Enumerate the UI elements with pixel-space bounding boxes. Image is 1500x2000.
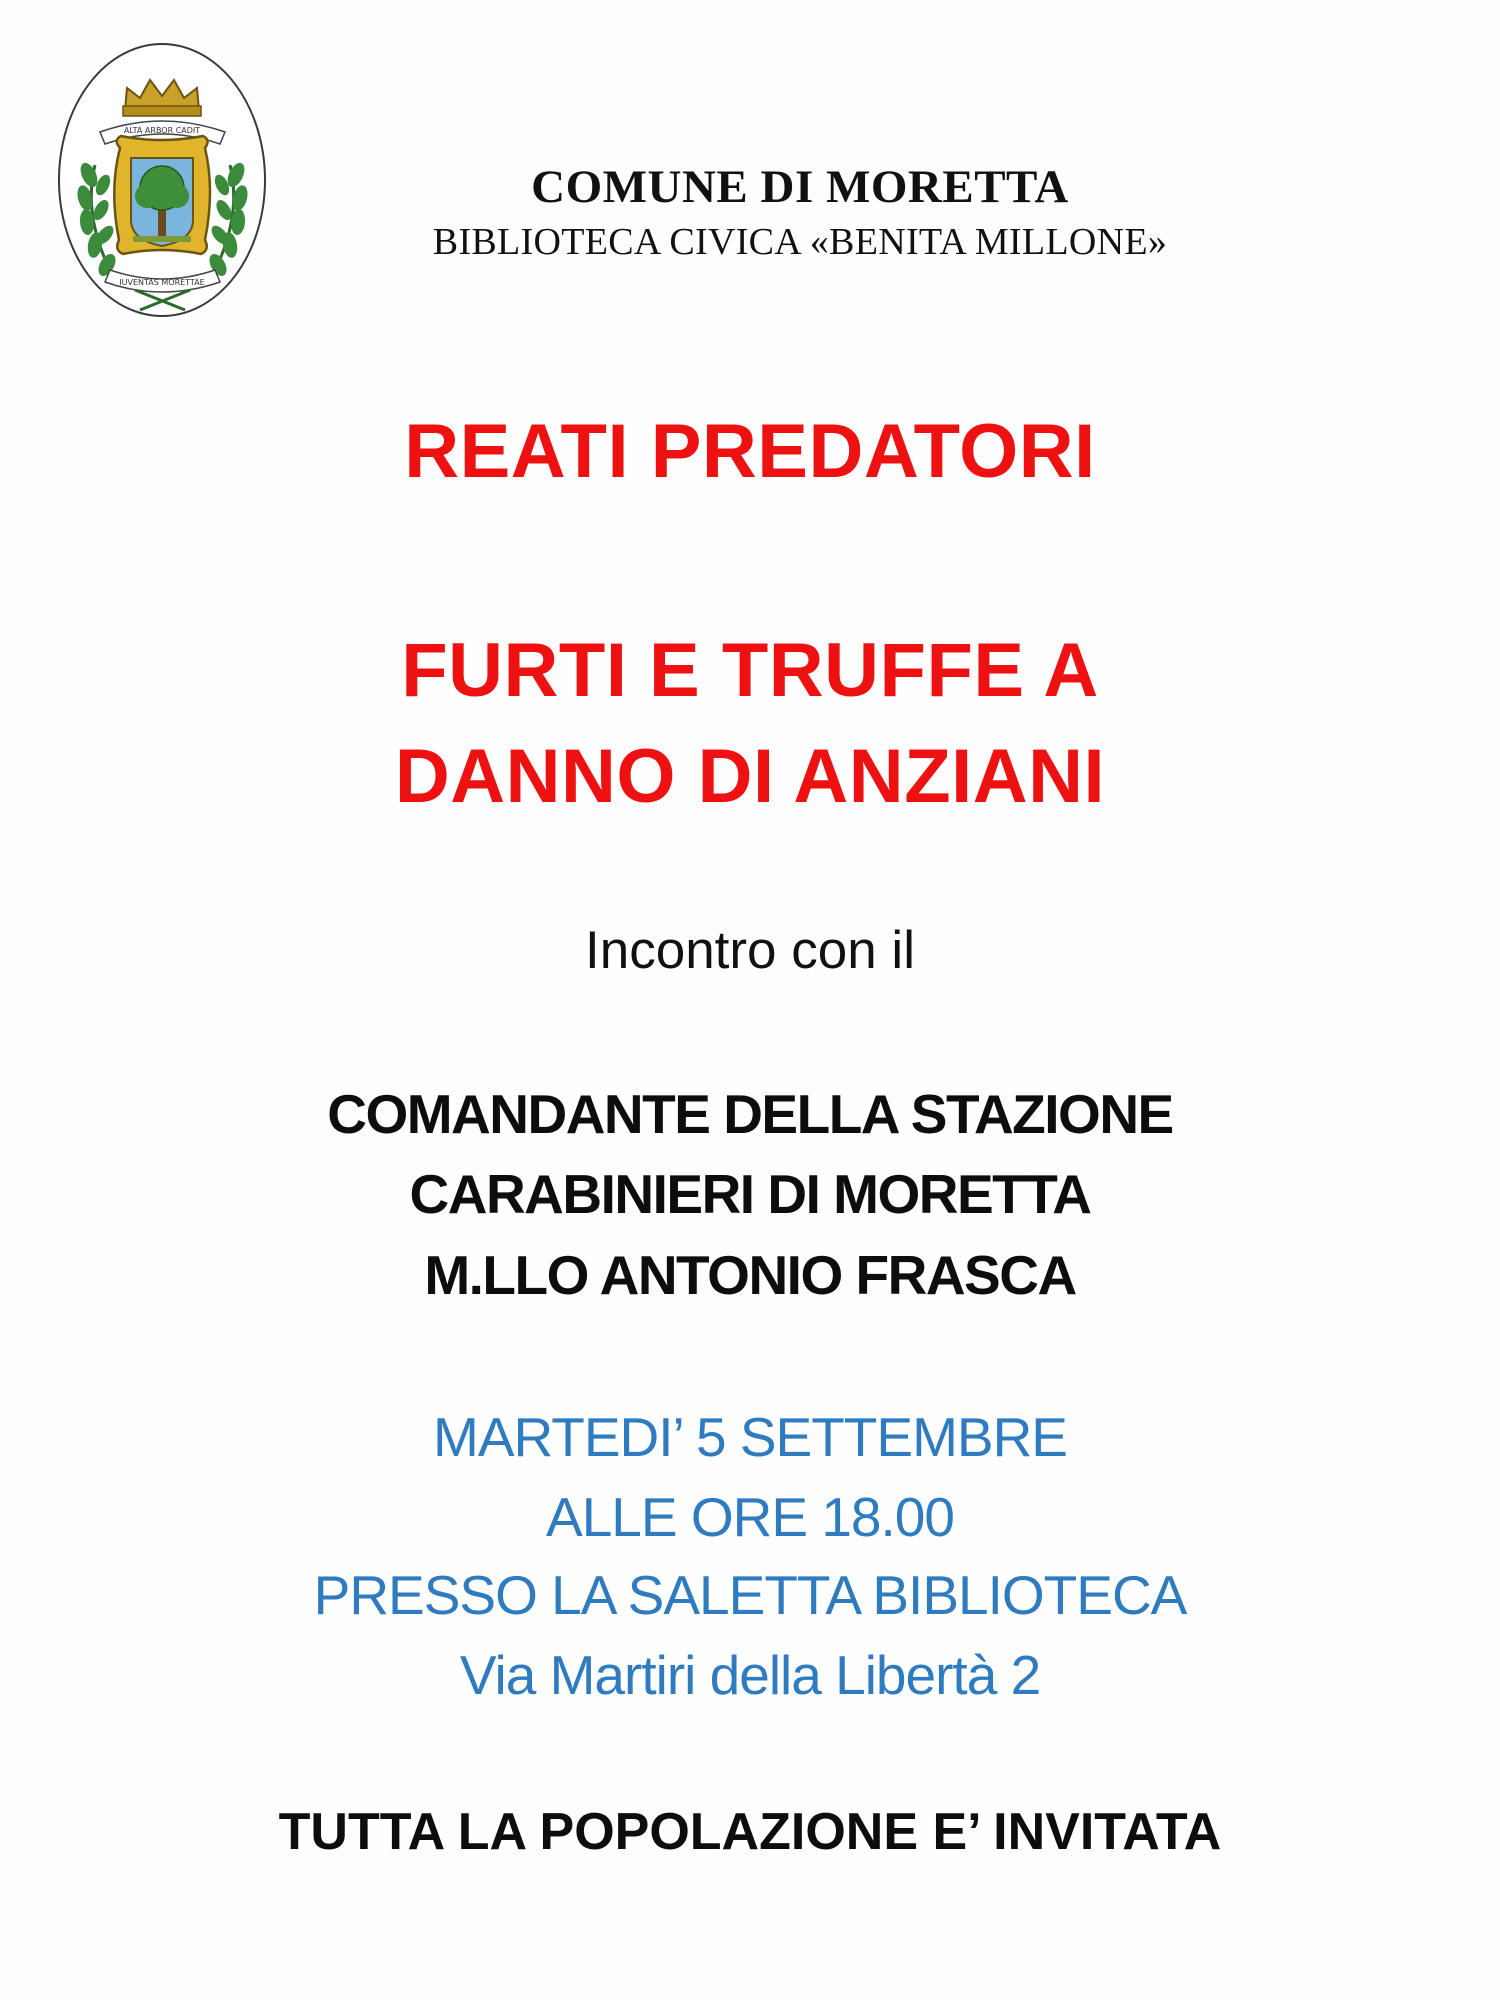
headline-danno-anziani: DANNO DI ANZIANI	[394, 734, 1106, 819]
event-time: ALLE ORE 18.00	[546, 1486, 954, 1548]
headline-reati-predatori: REATI PREDATORI	[404, 409, 1096, 494]
closing-invitation: TUTTA LA POPOLAZIONE E’ INVITATA	[278, 1803, 1222, 1861]
intro-text: Incontro con il	[585, 921, 915, 980]
speaker-name: M.LLO ANTONIO FRASCA	[424, 1244, 1076, 1306]
headline-furti-truffe: FURTI E TRUFFE A	[401, 628, 1099, 713]
speaker-station: CARABINIERI DI MORETTA	[409, 1163, 1091, 1225]
crest-motto-top: ALTA ARBOR CADIT	[123, 126, 201, 135]
speaker-role: COMANDANTE DELLA STAZIONE	[327, 1083, 1173, 1145]
event-date: MARTEDI’ 5 SETTEMBRE	[433, 1406, 1067, 1468]
crest-motto-bottom: IUVENTAS MORETTAE	[119, 278, 205, 287]
municipality-title: COMUNE DI MORETTA	[531, 161, 1069, 213]
library-subtitle: BIBLIOTECA CIVICA «BENITA MILLONE»	[432, 221, 1168, 263]
event-place: PRESSO LA SALETTA BIBLIOTECA	[313, 1564, 1187, 1626]
event-address: Via Martiri della Libertà 2	[459, 1644, 1041, 1706]
municipal-crest-icon	[55, 40, 270, 320]
